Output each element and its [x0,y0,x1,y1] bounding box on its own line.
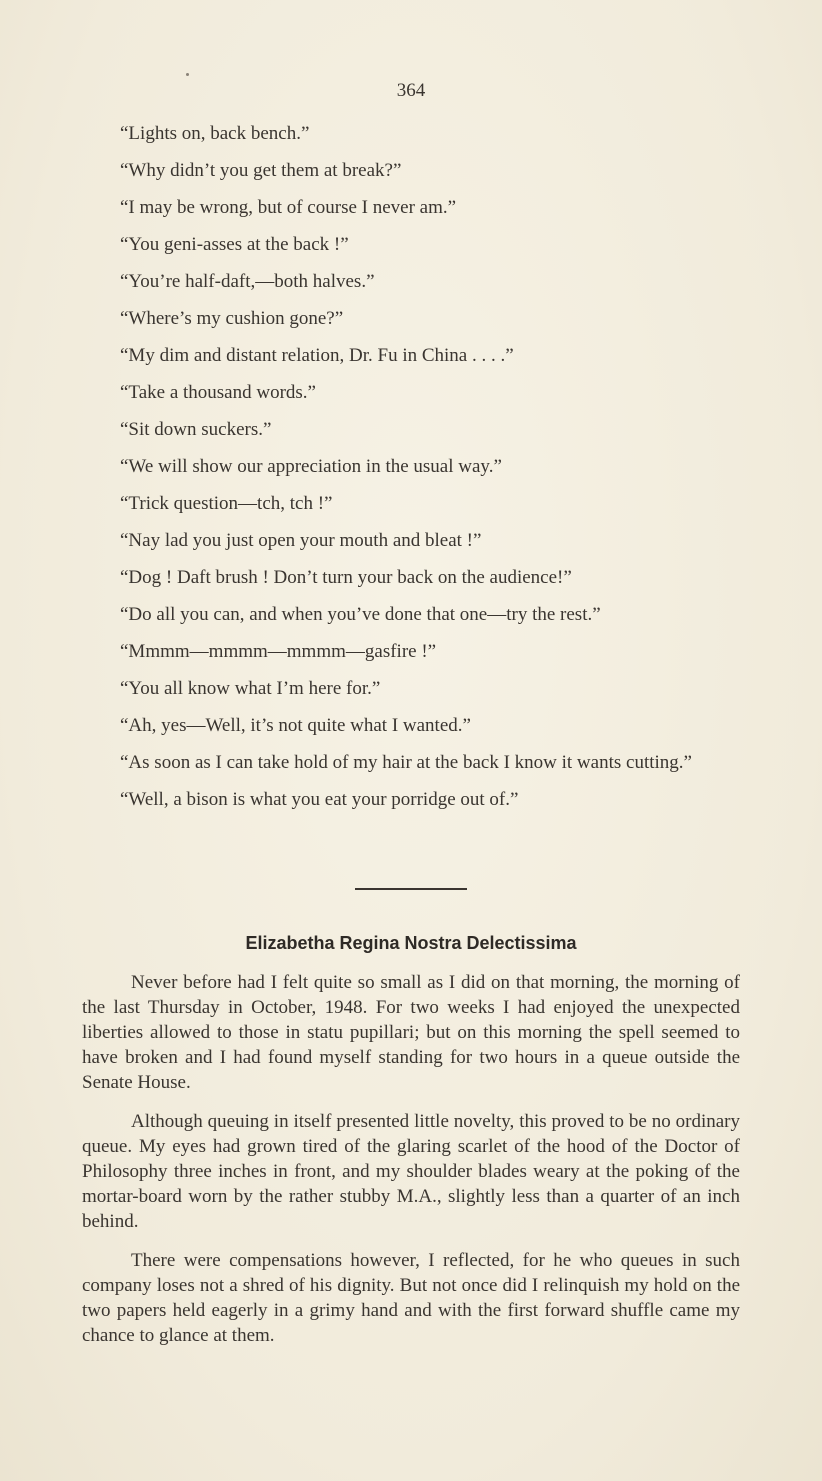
quote-line: “I may be wrong, but of course I never am.” [120,197,457,218]
paragraph: Although queuing in itself presented little novelty, this proved to be no ordinary queue. My eyes had grown tired of the glaring scarlet of the hood of the Doctor of Philosophy three inches in front, and my shoulder blades weary at the poking of the mortar-board worn by the rather stubby M.A., slightly less than a quarter of an inch behind. [82,1111,740,1232]
quote-line: “Why didn’t you get them at break?” [120,160,402,181]
page-number: 364 [396,80,426,101]
quote-line: “Sit down suckers.” [120,419,272,440]
section-divider [355,888,467,890]
quote-line: “As soon as I can take hold of my hair at the back I know it wants cutting.” [120,752,692,773]
quote-line: “We will show our appreciation in the usual way.” [120,456,502,477]
quote-line: “You geni-asses at the back !” [120,234,349,255]
quote-line: “You’re half-daft,—both halves.” [120,271,375,292]
quote-line: “Trick question—tch, tch !” [120,493,333,514]
quote-line: “Take a thousand words.” [120,382,316,403]
quote-line: “Nay lad you just open your mouth and bleat !” [120,530,482,551]
paper-speck [186,73,189,76]
quote-line: “You all know what I’m here for.” [120,678,381,699]
quote-line: “Mmmm—mmmm—mmmm—gasfire !” [120,641,437,662]
quote-line: “My dim and distant relation, Dr. Fu in China . . . .” [120,345,514,366]
quote-line: “Where’s my cushion gone?” [120,308,344,329]
quote-line: “Dog ! Daft brush ! Don’t turn your back on the audience!” [120,567,572,588]
quote-line: “Do all you can, and when you’ve done that one—try the rest.” [120,604,601,625]
article-body [82,970,740,1362]
paragraph: Never before had I felt quite so small as I did on that morning, the morning of the last Thursday in October, 1948. For two weeks I had enjoyed the unexpected liberties allowed to those in statu pupillari; but on this morning the spell seemed to have broken and I had found myself standing for two hours in a queue outside the Senate House. [82,972,740,1093]
paragraph: There were compensations however, I reflected, for he who queues in such company loses not a shred of his dignity. But not once did I relinquish my hold on the two papers held eagerly in a grimy hand and with the first forward shuffle came my chance to glance at them. [82,1250,740,1346]
quote-line: “Well, a bison is what you eat your porridge out of.” [120,789,519,810]
quote-line: “Ah, yes—Well, it’s not quite what I wanted.” [120,715,471,736]
section-title: Elizabetha Regina Nostra Delectissima [245,933,577,953]
quotes-list [82,122,742,825]
quote-line: “Lights on, back bench.” [120,123,310,144]
